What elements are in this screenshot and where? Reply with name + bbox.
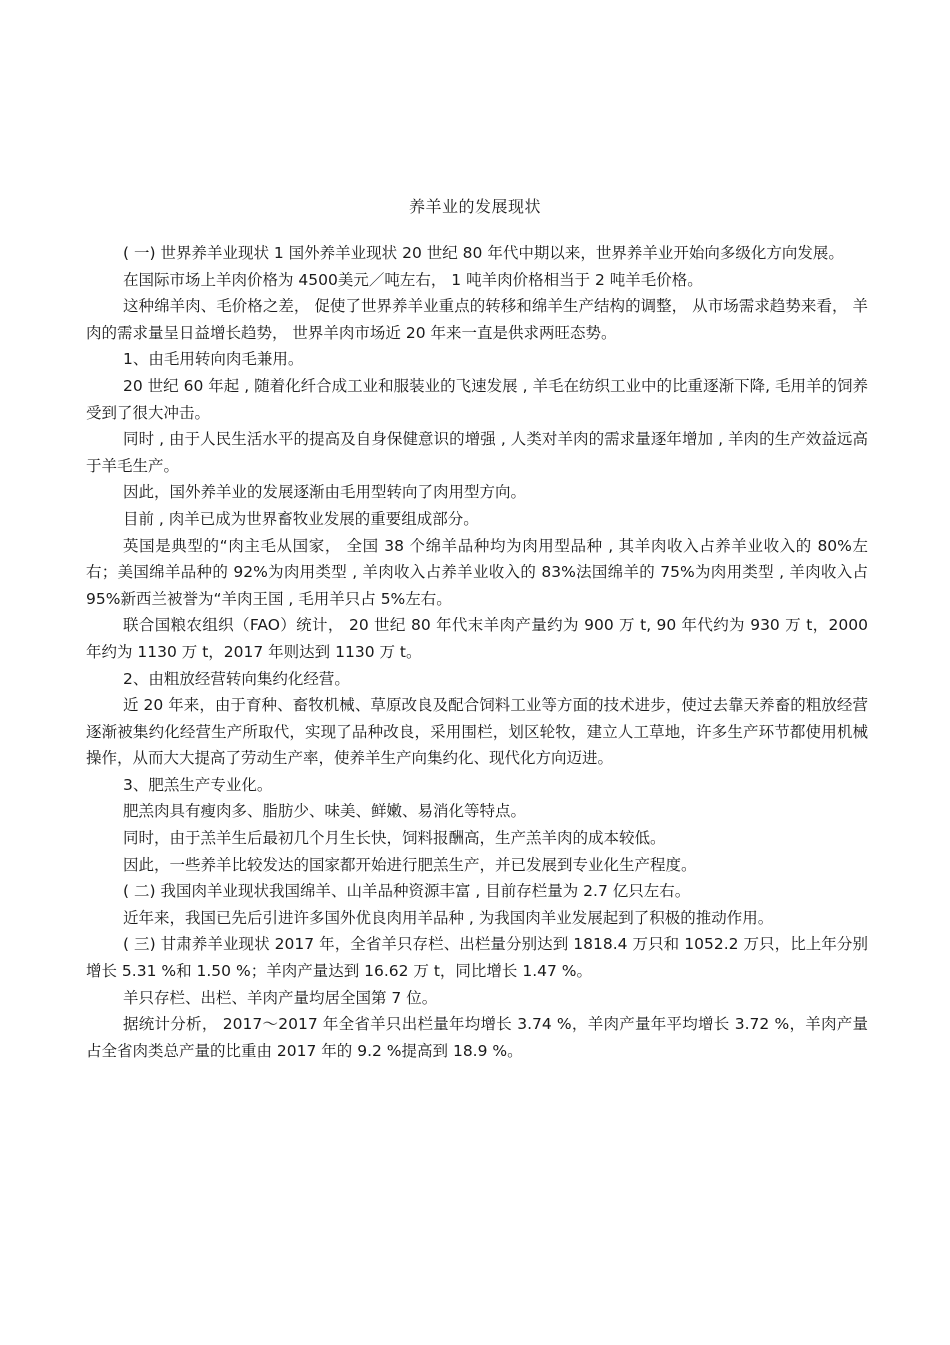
- paragraph-gansu-statistics: 据统计分析， 2017～2017 年全省羊只出栏量年均增长 3.74 %，羊肉产量年平均增长 3.72 %，羊肉产量占全省肉类总产量的比重由 2017 年的 9.2 %提高到 18.9 %。: [86, 1015, 868, 1060]
- document-title: 养羊业的发展现状: [408, 197, 541, 216]
- paragraph-shift-to-meat: 因此，国外养羊业的发展逐渐由毛用型转向了肉用型方向。: [123, 483, 527, 502]
- paragraph-mutton-price: 在国际市场上羊肉价格为 4500美元／吨左右， 1 吨羊肉价格相当于 2 吨羊毛价格。: [123, 270, 703, 289]
- paragraph-price-difference: 这种绵羊肉、毛价格之差， 促使了世界养羊业重点的转移和绵羊生产结构的调整， 从市场需求趋势来看， 羊肉的需求量呈日益增长趋势， 世界羊肉市场近 20 年来一直是供求两旺态势。: [86, 297, 868, 342]
- paragraph-china-imports: 近年来，我国已先后引进许多国外优良肉用羊品种 , 为我国肉羊业发展起到了积极的推动作用。: [123, 908, 774, 927]
- paragraph-synthetic-fiber: 20 世纪 60 年起 , 随着化纤合成工业和服装业的飞速发展 , 羊毛在纺织工业中的比重逐渐下降, 毛用羊的饲养受到了很大冲击。: [86, 376, 868, 422]
- paragraph-china-status: ( 二) 我国肉羊业现状我国绵羊、山羊品种资源丰富 , 目前存栏量为 2.7 亿只左右。: [123, 882, 691, 901]
- section-heading-2: 2、由粗放经营转向集约化经营。: [123, 669, 350, 688]
- paragraph-fat-lamb-production: 因此，一些养羊比较发达的国家都开始进行肥羔生产，并已发展到专业化生产程度。: [123, 855, 697, 874]
- paragraph-gansu-status: ( 三) 甘肃养羊业现状 2017 年，全省羊只存栏、出栏量分别达到 1818.4 万只和 1052.2 万只，比上年分别增长 5.31 %和 1.50 %；羊肉产量达到 16.62 万 t，同比增长 1.47 %。: [86, 935, 868, 981]
- section-heading-3: 3、肥羔生产专业化。: [123, 775, 273, 794]
- document-body: [86, 240, 868, 1064]
- paragraph-lamb-growth: 同时，由于羔羊生后最初几个月生长快，饲料报酬高，生产羔羊肉的成本较低。: [123, 829, 666, 848]
- paragraph-gansu-ranking: 羊只存栏、出栏、羊肉产量均居全国第 7 位。: [123, 988, 438, 1007]
- section-heading-1: 1、由毛用转向肉毛兼用。: [123, 350, 304, 369]
- paragraph-intensive-management: 近 20 年来，由于育种、畜牧机械、草原改良及配合饲料工业等方面的技术进步，使过去靠天养畜的粗放经营逐渐被集约化经营生产所取代，实现了品种改良，采用围栏，划区轮牧，建立人工草地，许多生产环节都使用机械操作，从而大大提高了劳动生产率，使养羊生产向集约化、现代化方向迈进。: [86, 696, 868, 768]
- paragraph-country-examples: 英国是典型的“肉主毛从国家， 全国 38 个绵羊品种均为肉用型品种 , 其羊肉收入占养羊业收入的 80%左右；美国绵羊品种的 92%为肉用类型 , 羊肉收入占养羊业收入的 83%法国绵羊的 75%为肉用类型 , 羊肉收入占 95%新西兰被誉为“羊肉王国 , 毛用羊只占 5%左右。: [86, 536, 868, 608]
- paragraph-meat-sheep-importance: 目前 , 肉羊已成为世界畜牧业发展的重要组成部分。: [123, 509, 479, 528]
- paragraph-living-standard: 同时 , 由于人民生活水平的提高及自身保健意识的增强 , 人类对羊肉的需求量逐年增加 , 羊肉的生产效益远高于羊毛生产。: [86, 430, 868, 475]
- paragraph-fao-statistics: 联合国粮农组织（FAO）统计， 20 世纪 80 年代末羊肉产量约为 900 万 t, 90 年代约为 930 万 t，2000 年约为 1130 万 t，2017 年则达到 1130 万 t。: [86, 616, 868, 661]
- paragraph-lamb-meat-features: 肥羔肉具有瘦肉多、脂肪少、味美、鲜嫩、易消化等特点。: [123, 802, 527, 821]
- paragraph-world-sheep-industry: ( 一) 世界养羊业现状 1 国外养羊业现状 20 世纪 80 年代中期以来，世界养羊业开始向多级化方向发展。: [123, 244, 844, 262]
